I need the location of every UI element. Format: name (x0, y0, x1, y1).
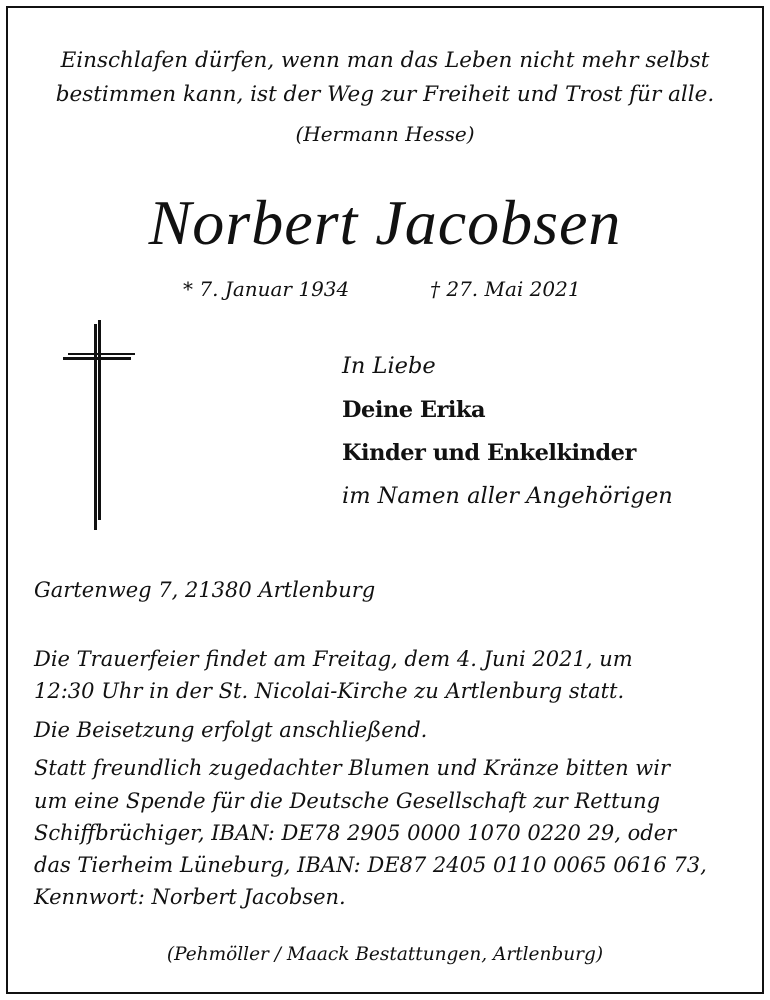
mourner-line: Kinder und Enkelkinder (342, 440, 636, 466)
mourner-line: Deine Erika (342, 397, 486, 423)
mourner-line: In Liebe (342, 353, 436, 379)
quote-line: Einschlafen dürfen, wenn man das Leben nicht mehr selbst (60, 48, 710, 73)
address: Gartenweg 7, 21380 Artlenburg (34, 578, 376, 602)
mourner-line: im Namen aller Angehörigen (342, 483, 673, 509)
deceased-name: Norbert Jacobsen (148, 187, 622, 258)
death-date: † 27. Mai 2021 (430, 277, 581, 301)
burial-note: Die Beisetzung erfolgt anschließend. (34, 718, 428, 742)
donation-line: Statt freundlich zugedachter Blumen und Kränze bitten wir (34, 756, 671, 780)
donation-line: das Tierheim Lüneburg, IBAN: DE87 2405 0110 0065 0616 73, (34, 853, 707, 877)
donation-line: um eine Spende für die Deutsche Gesellschaft zur Rettung (34, 789, 661, 813)
undertaker-note: (Pehmöller / Maack Bestattungen, Artlenburg) (166, 944, 604, 965)
ceremony-line: Die Trauerfeier findet am Freitag, dem 4. Juni 2021, um (34, 647, 633, 671)
ceremony-line: 12:30 Uhr in der St. Nicolai-Kirche zu Artlenburg statt. (34, 679, 625, 703)
donation-line: Schiffbrüchiger, IBAN: DE78 2905 0000 1070 0220 29, oder (34, 821, 677, 845)
birth-date: * 7. Januar 1934 (183, 277, 350, 301)
quote-line: bestimmen kann, ist der Weg zur Freiheit und Trost für alle. (55, 82, 715, 107)
cross-icon (60, 320, 140, 535)
quote-author: (Hermann Hesse) (295, 122, 475, 146)
donation-line: Kennwort: Norbert Jacobsen. (34, 885, 346, 909)
